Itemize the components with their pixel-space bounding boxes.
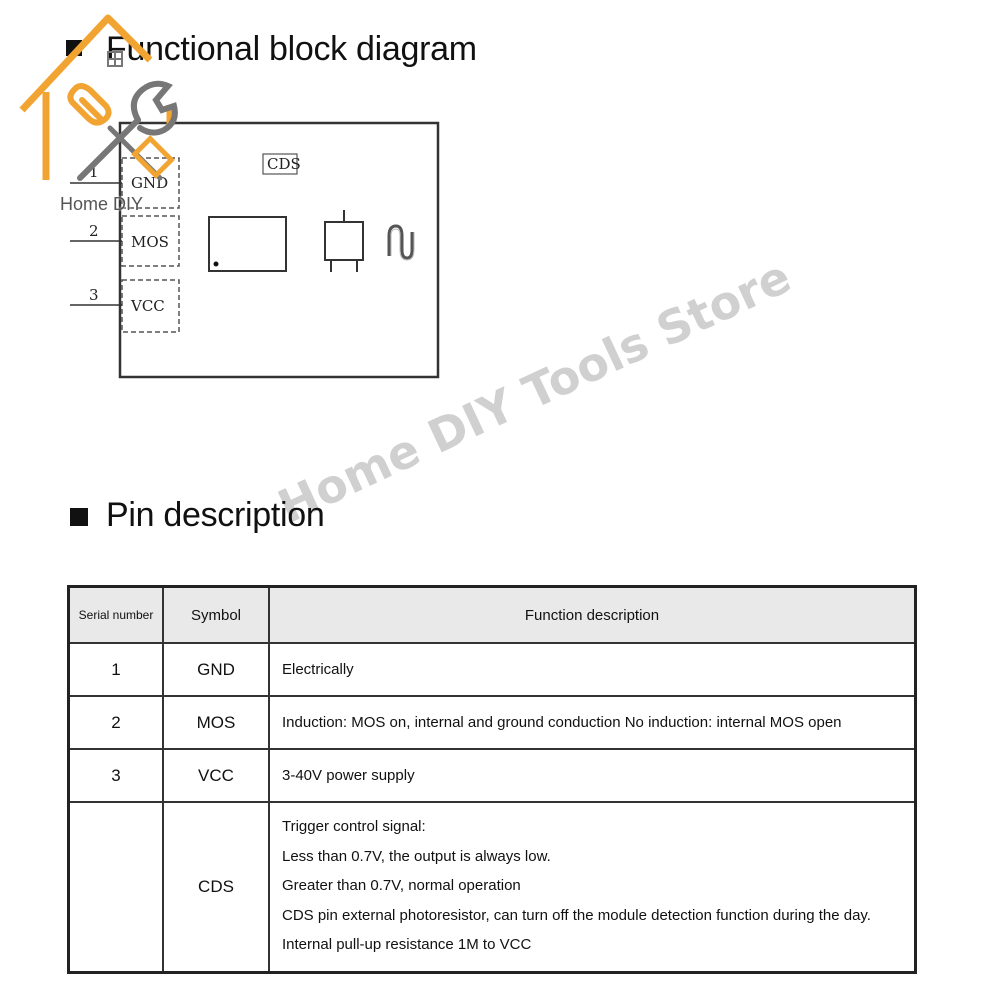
table-row bbox=[69, 802, 916, 972]
ic-chip bbox=[209, 217, 286, 271]
function-line: Less than 0.7V, the output is always low. bbox=[282, 847, 551, 865]
ic-pin1-dot bbox=[214, 262, 219, 267]
pin-description-title: Pin description bbox=[106, 496, 325, 534]
function-line: Trigger control signal: bbox=[282, 818, 426, 835]
function-line: Greater than 0.7V, normal operation bbox=[282, 877, 521, 894]
logo-text: Home DIY bbox=[60, 194, 144, 214]
function-cell: 3-40V power supply bbox=[269, 749, 916, 802]
section-bullet-icon bbox=[70, 508, 88, 526]
table-row bbox=[69, 643, 916, 696]
header-function-description: Function description bbox=[269, 587, 916, 644]
function-cell bbox=[269, 802, 916, 972]
function-cell: Electrically bbox=[269, 643, 916, 696]
pin-name-gnd: GND bbox=[131, 174, 169, 192]
symbol-cell: CDS bbox=[163, 802, 269, 972]
pin-name-mos: MOS bbox=[131, 233, 169, 251]
table-row bbox=[69, 696, 916, 749]
symbol-cell: VCC bbox=[163, 749, 269, 802]
pin-number-1: 1 bbox=[89, 163, 99, 181]
serial-cell bbox=[69, 802, 164, 972]
serial-cell: 3 bbox=[69, 749, 164, 802]
serial-cell: 2 bbox=[69, 696, 164, 749]
header-serial-number: Serial number bbox=[69, 587, 164, 644]
table-header-row bbox=[69, 587, 916, 644]
pin-name-vcc: VCC bbox=[131, 297, 165, 315]
pin-number-2: 2 bbox=[89, 222, 99, 240]
header-symbol: Symbol bbox=[163, 587, 269, 644]
cds-chip-label: CDS bbox=[267, 155, 301, 173]
store-watermark: Home DIY Tools Store bbox=[270, 249, 799, 534]
table-row bbox=[69, 749, 916, 802]
symbol-cell: GND bbox=[163, 643, 269, 696]
function-cell: Induction: MOS on, internal and ground conduction No induction: internal MOS open bbox=[269, 696, 916, 749]
home-diy-logo bbox=[10, 10, 195, 220]
pin-number-3: 3 bbox=[89, 286, 99, 304]
pin-description-table bbox=[67, 585, 917, 974]
block-diagram-title: Functional block diagram bbox=[106, 30, 477, 68]
transistor-symbol bbox=[325, 210, 363, 272]
function-line: CDS pin external photoresistor, can turn off the module detection function during the day. bbox=[282, 906, 871, 924]
serial-cell: 1 bbox=[69, 643, 164, 696]
symbol-cell: MOS bbox=[163, 696, 269, 749]
function-line: Internal pull-up resistance 1M to VCC bbox=[282, 936, 532, 953]
